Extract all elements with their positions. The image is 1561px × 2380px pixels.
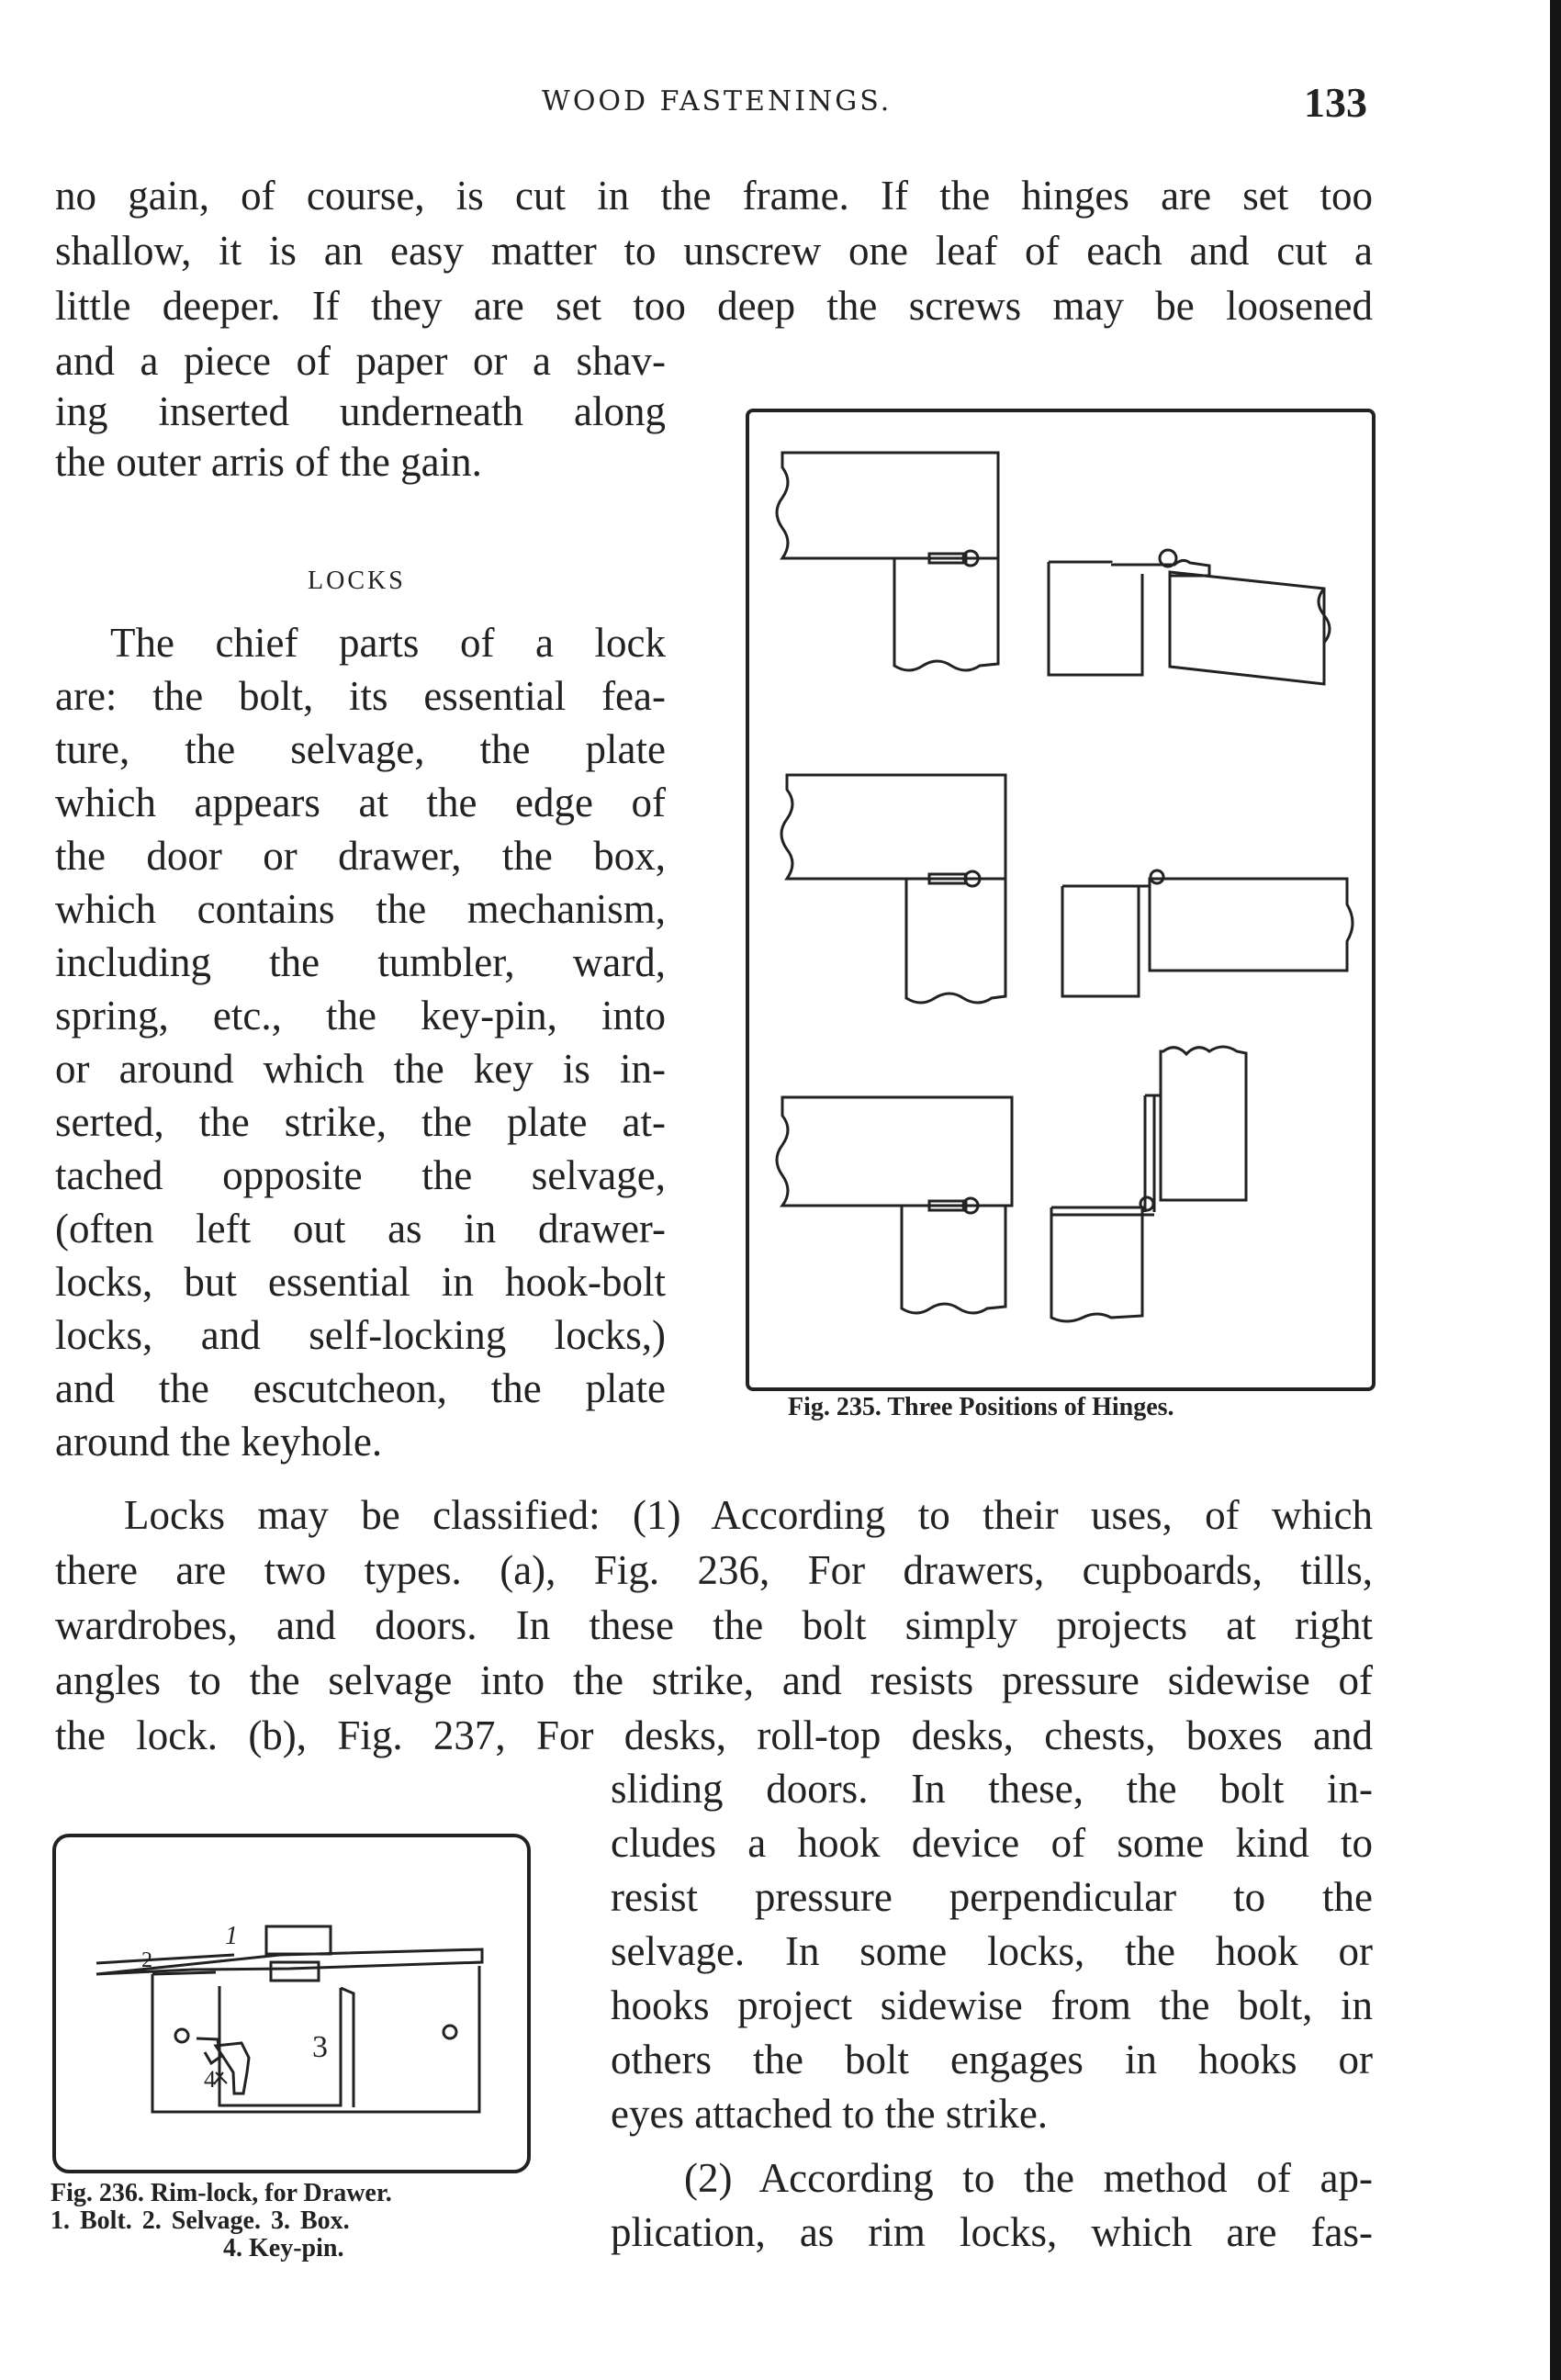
bolt-stem xyxy=(271,1962,319,1981)
text-line: tached opposite the selvage, xyxy=(55,1152,666,1198)
scan-edge-band xyxy=(1550,0,1561,2380)
text-line: ture, the selvage, the plate xyxy=(55,726,666,772)
text-line: including the tumbler, ward, xyxy=(55,939,666,985)
page-number: 133 xyxy=(1304,79,1367,126)
text-line: shallow, it is an easy matter to unscrew one leaf of each and cut a xyxy=(55,228,1373,274)
text-line: spring, etc., the key-pin, into xyxy=(55,993,666,1038)
text-line: (2) According to the method of ap- xyxy=(684,2155,1373,2201)
section-heading-locks: LOCKS xyxy=(308,567,406,595)
figure-236-rim-lock xyxy=(51,1832,533,2176)
text-line: which contains the mechanism, xyxy=(55,886,666,932)
text-line: and the escutcheon, the plate xyxy=(55,1365,666,1411)
hinge-position-3 xyxy=(777,1047,1246,1321)
text-line: plication, as rim locks, which are fas- xyxy=(611,2209,1373,2255)
text-line: wardrobes, and doors. In these the bolt simply projects at right xyxy=(55,1602,1373,1648)
text-line: the lock. (b), Fig. 237, For desks, roll-top desks, chests, boxes and xyxy=(55,1712,1373,1758)
figure-236-caption-line-2: 1. Bolt. 2. Selvage. 3. Box. xyxy=(51,2206,350,2235)
figure-frame xyxy=(54,1836,529,2172)
text-line: angles to the selvage into the strike, and resists pressure sidewise of xyxy=(55,1657,1373,1703)
label-key-pin: 4 xyxy=(204,2066,216,2093)
text-line: resist pressure perpendicular to the xyxy=(611,1874,1373,1920)
text-line: the outer arris of the gain. xyxy=(55,439,482,485)
text-line: selvage. In some locks, the hook or xyxy=(611,1928,1373,1974)
figure-236-caption-line-3: 4. Key-pin. xyxy=(223,2234,344,2262)
label-bolt: 1 xyxy=(225,1922,238,1950)
text-line: little deeper. If they are set too deep the screws may be loosened xyxy=(55,283,1373,329)
text-line: are: the bolt, its essential fea- xyxy=(55,673,666,719)
text-line: there are two types. (a), Fig. 236, For drawers, cupboards, tills, xyxy=(55,1547,1373,1593)
text-line: locks, and self-locking locks,) xyxy=(55,1312,666,1358)
bolt-block xyxy=(266,1926,331,1954)
text-line: and a piece of paper or a shav- xyxy=(55,338,666,384)
text-line: cludes a hook device of some kind to xyxy=(611,1820,1373,1866)
text-line: (often left out as in drawer- xyxy=(55,1206,666,1252)
text-line: Locks may be classified: (1) According to their uses, of which xyxy=(124,1492,1373,1538)
label-box: 3 xyxy=(312,2030,328,2064)
text-line: hooks project sidewise from the bolt, in xyxy=(611,1982,1373,2028)
text-line: others the bolt engages in hooks or xyxy=(611,2037,1373,2082)
text-line: or around which the key is in- xyxy=(55,1046,666,1092)
text-line: around the keyhole. xyxy=(55,1419,383,1465)
key-pin-lever xyxy=(197,2038,220,2063)
figure-235-hinge-positions xyxy=(746,409,1376,1391)
text-line: eyes attached to the strike. xyxy=(611,2091,1049,2137)
text-line: no gain, of course, is cut in the frame. If the hinges are set too xyxy=(55,173,1373,219)
text-line: ing inserted underneath along xyxy=(55,388,666,434)
text-line: serted, the strike, the plate at- xyxy=(55,1099,666,1145)
text-line: sliding doors. In these, the bolt in- xyxy=(611,1766,1373,1812)
running-head: WOOD FASTENINGS. xyxy=(542,85,893,118)
figure-236-caption-line-1: Fig. 236. Rim-lock, for Drawer. xyxy=(51,2179,392,2207)
text-line: which appears at the edge of xyxy=(55,780,666,825)
figure-235-caption: Fig. 235. Three Positions of Hinges. xyxy=(788,1393,1174,1421)
text-line: locks, but essential in hook-bolt xyxy=(55,1259,666,1305)
hinge-position-2 xyxy=(781,775,1353,1003)
page-header xyxy=(0,78,1561,133)
hinge-position-1 xyxy=(777,453,1330,684)
text-line: The chief parts of a lock xyxy=(110,620,666,666)
text-line: the door or drawer, the box, xyxy=(55,833,666,879)
label-selvage: 2 xyxy=(141,1948,152,1972)
